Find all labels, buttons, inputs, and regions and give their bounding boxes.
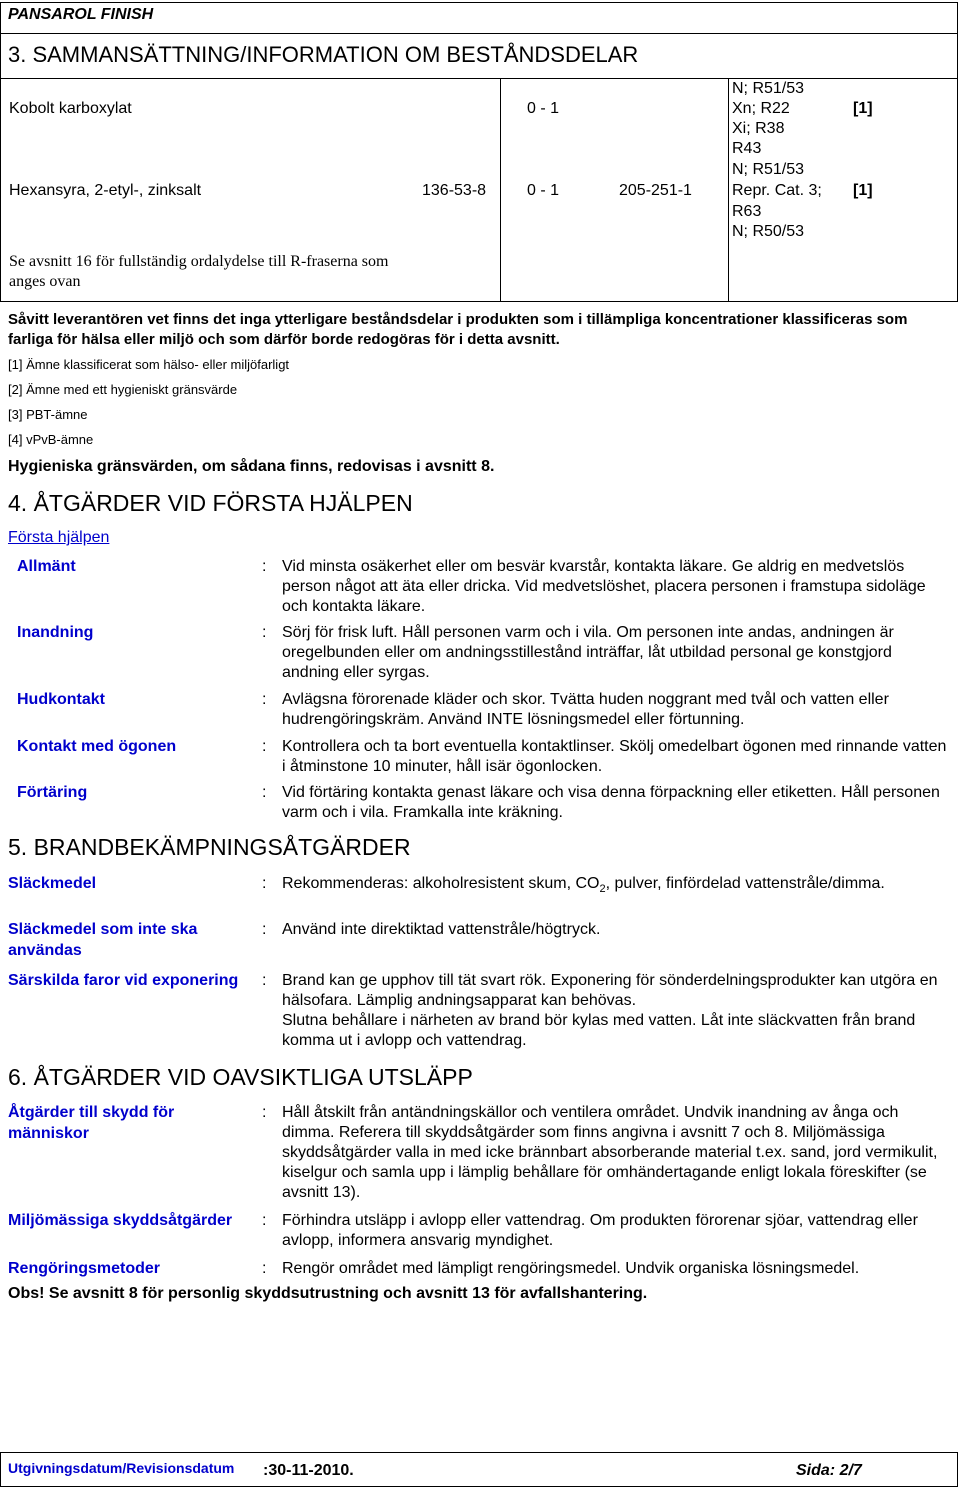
firefighting-label: Särskilda faror vid exponering <box>8 972 239 989</box>
footnote: [1] Ämne klassificerat som hälso- eller miljöfarligt <box>8 357 290 372</box>
footer-date-label: Utgivningsdatum/Revisionsdatum <box>8 1460 235 1476</box>
colon: : <box>262 921 267 938</box>
ingredient-percent: 0 - 1 <box>527 100 560 117</box>
ingredient-classification: Repr. Cat. 3; <box>732 182 822 199</box>
page-number: Sida: 2/7 <box>796 1462 862 1479</box>
ingredient-percent: 0 - 1 <box>527 182 560 199</box>
release-text: Förhindra utsläpp i avlopp eller vattendrag. Om produkten förorenar sjöar, vattendrag eller avlopp, informera ansvarig myndighet. <box>282 1212 918 1249</box>
ingredient-cas: 136-53-8 <box>422 182 487 199</box>
colon: : <box>262 558 267 575</box>
ingredient-classification: Xn; R22 <box>732 100 790 117</box>
firefighting-text: Använd inte direktiktad vattenstråle/högtryck. <box>282 921 601 938</box>
ingredient-classification: N; R51/53 <box>732 80 805 97</box>
ingredient-ref: [1] <box>853 100 873 117</box>
firefighting-label: Släckmedel <box>8 875 97 892</box>
firefighting-text-part: , pulver, finfördelad vattenstråle/dimma. <box>605 875 885 892</box>
product-title: PANSAROL FINISH <box>8 6 154 23</box>
release-label: Rengöringsmetoder <box>8 1260 161 1277</box>
footnote: [4] vPvB-ämne <box>8 432 94 447</box>
table-divider <box>728 78 729 302</box>
ingredient-name: Hexansyra, 2-etyl-, zinksalt <box>9 182 202 199</box>
r-phrase-note: Se avsnitt 16 för fullständig ordalydelse till R-fraserna som anges ovan <box>9 253 389 290</box>
ingredient-classification: N; R50/53 <box>732 223 805 240</box>
first-aid-text: Avlägsna förorenade kläder och skor. Tvätta huden noggrant med tvål och vatten eller hudrengöringskräm. Använd INTE lösningsmedel eller förtunning. <box>282 691 889 728</box>
colon: : <box>262 1212 267 1229</box>
ingredient-classification: R63 <box>732 203 762 220</box>
first-aid-text: Vid förtäring kontakta genast läkare och visa denna förpackning eller etiketten. Håll personen varm och i vila. Framkalla inte kräkning. <box>282 784 940 821</box>
footnote: [3] PBT-ämne <box>8 407 88 422</box>
firefighting-text: Slutna behållare i närheten av brand bör kylas med vatten. Låt inte släckvatten från brand komma ut i avlopp och vattendrag. <box>282 1012 916 1049</box>
first-aid-label: Kontakt med ögonen <box>17 738 177 755</box>
firefighting-text: Brand kan ge upphov till tät svart rök. Exponering för sönderdelningsprodukter kan utgöra en hälsofara. Lämplig andningsapparat kan behövas. <box>282 972 938 1009</box>
colon: : <box>262 784 267 801</box>
colon: : <box>262 875 267 892</box>
footnote: [2] Ämne med ett hygieniskt gränsvärde <box>8 382 238 397</box>
section4-heading: 4. ÅTGÄRDER VID FÖRSTA HJÄLPEN <box>8 490 413 516</box>
release-label: Miljömässiga skyddsåtgärder <box>8 1212 233 1229</box>
first-aid-label: Hudkontakt <box>17 691 105 708</box>
colon: : <box>262 1260 267 1277</box>
firefighting-text-part: Rekommenderas: alkoholresistent skum, CO <box>282 875 600 892</box>
colon: : <box>262 1104 267 1121</box>
ingredient-ec: 205-251-1 <box>619 182 692 199</box>
colon: : <box>262 691 267 708</box>
firefighting-label: Släckmedel som inte ska användas <box>8 921 198 959</box>
table-divider <box>500 78 501 302</box>
first-aid-text: Sörj för frisk luft. Håll personen varm och i vila. Om personen inte andas, andningen är oregelbunden eller om andningsstillestånd inträffar, låt utbildad personal ge konstgjord andning eller syrgas. <box>282 624 894 681</box>
supplier-statement: Såvitt leverantören vet finns det inga ytterligare beståndsdelar i produkten som i tillämpliga koncentrationer klassificeras som farliga för hälsa eller miljö och som därför borde redogöras för i detta avsnitt. <box>8 311 908 348</box>
first-aid-label: Allmänt <box>17 558 76 575</box>
first-aid-subheading: Första hjälpen <box>8 529 110 546</box>
ingredient-classification: Xi; R38 <box>732 120 785 137</box>
firefighting-text <box>282 874 950 899</box>
ingredient-name: Kobolt karboxylat <box>9 100 132 117</box>
colon: : <box>262 624 267 641</box>
colon: : <box>262 738 267 755</box>
release-label: Åtgärder till skydd för människor <box>8 1104 175 1142</box>
ingredient-ref: [1] <box>853 182 873 199</box>
section6-heading: 6. ÅTGÄRDER VID OAVSIKTLIGA UTSLÄPP <box>8 1064 473 1090</box>
section3-heading: 3. SAMMANSÄTTNING/INFORMATION OM BESTÅNDSDELAR <box>8 42 639 67</box>
ingredient-classification: R43 <box>732 140 762 157</box>
footer-date-value: :30-11-2010. <box>263 1462 354 1479</box>
ingredient-classification: N; R51/53 <box>732 161 805 178</box>
first-aid-text: Vid minsta osäkerhet eller om besvär kvarstår, kontakta läkare. Ge aldrig en medvetslös person något att äta eller dricka. Vid medvetslöshet, placera personen i framstupa sidoläge och kontakta läkare. <box>282 558 926 615</box>
first-aid-label: Förtäring <box>17 784 88 801</box>
colon: : <box>262 972 267 989</box>
release-text: Rengör området med lämpligt rengöringsmedel. Undvik organiska lösningsmedel. <box>282 1260 860 1277</box>
co2-subscript: 2 <box>599 883 606 896</box>
exposure-note: Hygieniska gränsvärden, om sådana finns, redovisas i avsnitt 8. <box>8 458 495 475</box>
first-aid-text: Kontrollera och ta bort eventuella kontaktlinser. Skölj omedelbart ögonen med rinnande vatten i åtminstone 10 minuter, håll isär ögonlocken. <box>282 738 947 775</box>
obs-note: Obs! Se avsnitt 8 för personlig skyddsutrustning och avsnitt 13 för avfallshantering. <box>8 1285 648 1302</box>
first-aid-label: Inandning <box>17 624 94 641</box>
section5-heading: 5. BRANDBEKÄMPNINGSÅTGÄRDER <box>8 834 411 860</box>
release-text: Håll åtskilt från antändningskällor och ventilera området. Undvik inandning av ånga och dimma. Referera till skyddsåtgärder som finns angivna i avsnitt 7 och 8. Miljömässiga skyddsåtgärder valla in med icke brännbart absorberande material t.ex. sand, jord vermikulit, kiselgur och samla upp i lämplig behållare för omhändertagande enligt lokala föreskifter (se avsnitt 13). <box>282 1104 938 1201</box>
